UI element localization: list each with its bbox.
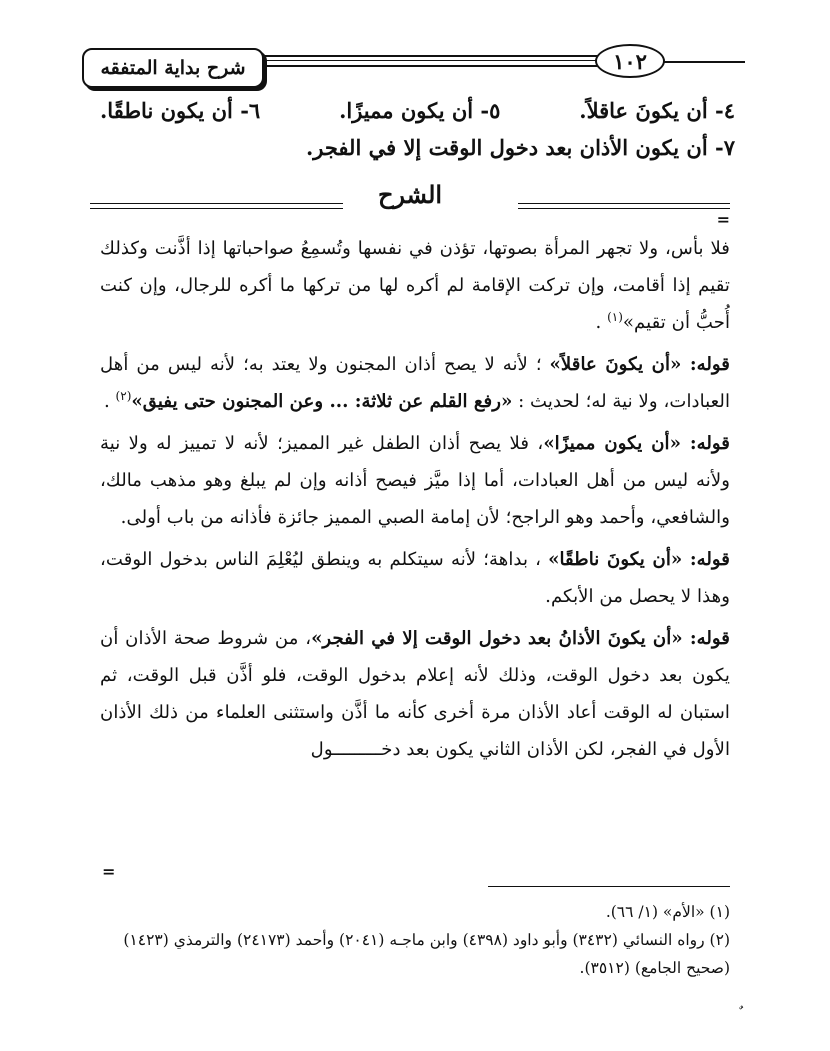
- continuation-mark-top: =: [716, 210, 730, 229]
- header-rule: [258, 55, 598, 69]
- footnote-ref-2: (٢): [115, 388, 132, 403]
- footnote-separator: [488, 886, 730, 887]
- commentary-body: [100, 230, 730, 773]
- page-number: ١٠٢: [595, 44, 665, 78]
- condition-4: ٤- أن يكونَ عاقلاً.: [579, 97, 735, 123]
- continuation-mark-bottom: =: [102, 862, 116, 881]
- paragraph-5-lead: قوله: «أن يكونَ الأذانُ بعد دخول الوقت إلا في الفجر»: [311, 628, 730, 649]
- paragraph-4: قوله: «أن يكونَ ناطقًا» ، بداهة؛ لأنه سيتكلم به وينطق ليُعْلِمَ الناس بدخول الوقت، وهذا لا يحصل من الأبكم.: [100, 549, 731, 607]
- paragraph-4-lead: قوله: «أن يكونَ ناطقًا»: [548, 549, 731, 570]
- footnote-ref-1: (١): [607, 309, 623, 324]
- footnotes: [100, 898, 730, 982]
- header-rule-tail: [660, 61, 745, 63]
- book-title: شرح بداية المتفقه: [82, 48, 264, 88]
- paragraph-2: قوله: «أن يكونَ عاقلاً» ؛ لأنه لا يصح أذان المجنون ولا يعتد به؛ لأنه ليس من أهل العبادات، ولا نية له؛ لحديث : «رفع القلم عن ثلاثة: ... وعن المجنون حتى يفيق»$^{(٢)}$ .: [100, 354, 730, 412]
- paragraph-5: قوله: «أن يكونَ الأذانُ بعد دخول الوقت إلا في الفجر»، من شروط صحة الأذان أن يكون بعد دخول الوقت، وذلك لأنه إعلام بدخول الوقت، فلو أذَّن قبل الوقت، ثم استبان له الوقت أعاد الأذان مرة أخرى كأنه ما أذَّن واستثنى العلماء من ذلك الأذان الأول في الفجر، لكن الأذان الثاني يكون بعد دخـــــــــول: [100, 628, 730, 760]
- condition-5: ٥- أن يكون مميزًا.: [339, 97, 501, 123]
- condition-7: ٧- أن يكون الأذان بعد دخول الوقت إلا في الفجر.: [305, 135, 735, 160]
- conditions-row: [100, 92, 735, 128]
- section-heading-title: الشرح: [377, 180, 443, 209]
- footnote-1: (١) «الأم» (١/ ٦٦).: [605, 903, 730, 921]
- hadith-quote: «رفع القلم عن ثلاثة: ... وعن المجنون حتى يفيق»: [131, 391, 513, 412]
- paragraph-3: قوله: «أن يكون مميزًا»، فلا يصح أذان الطفل غير المميز؛ لأنه لا تمييز له ولا نية ولأنه ليس من أهل العبادات، أما إذا ميَّز فيصح أذانه وإن لم يبلغ وهو مذهب مالك، والشافعي، وأحمد وهو الراجح؛ لأن إمامة الصبي المميز جائزة فأذانه من باب أولى.: [100, 433, 730, 528]
- condition-6: ٦- أن يكون ناطقًا.: [100, 97, 261, 123]
- paragraph-1: فلا بأس، ولا تجهر المرأة بصوتها، تؤذن في نفسها وتُسمِعُ صواحباتها إذا أذَّنت وكذلك تقيم إذا أقامت، وإن تركت الإقامة لم أكره لها من تركها ما أكره للرجال، وإن كنت أُحبُّ أن تقيم»$^{(١)}$ .: [100, 238, 730, 333]
- paragraph-3-lead: قوله: «أن يكون مميزًا»: [543, 433, 730, 454]
- section-heading: [90, 180, 730, 220]
- footnote-2: (٢) رواه النسائي (٣٤٣٢) وأبو داود (٤٣٩٨) وابن ماجـه (٢٠٤١) وأحمد (٢٤١٧٣) والترمذي (١٤٢٣) (صحيح الجامع) (٣٥١٢).: [123, 931, 730, 977]
- paragraph-2-lead: قوله: «أن يكونَ عاقلاً»: [549, 354, 730, 375]
